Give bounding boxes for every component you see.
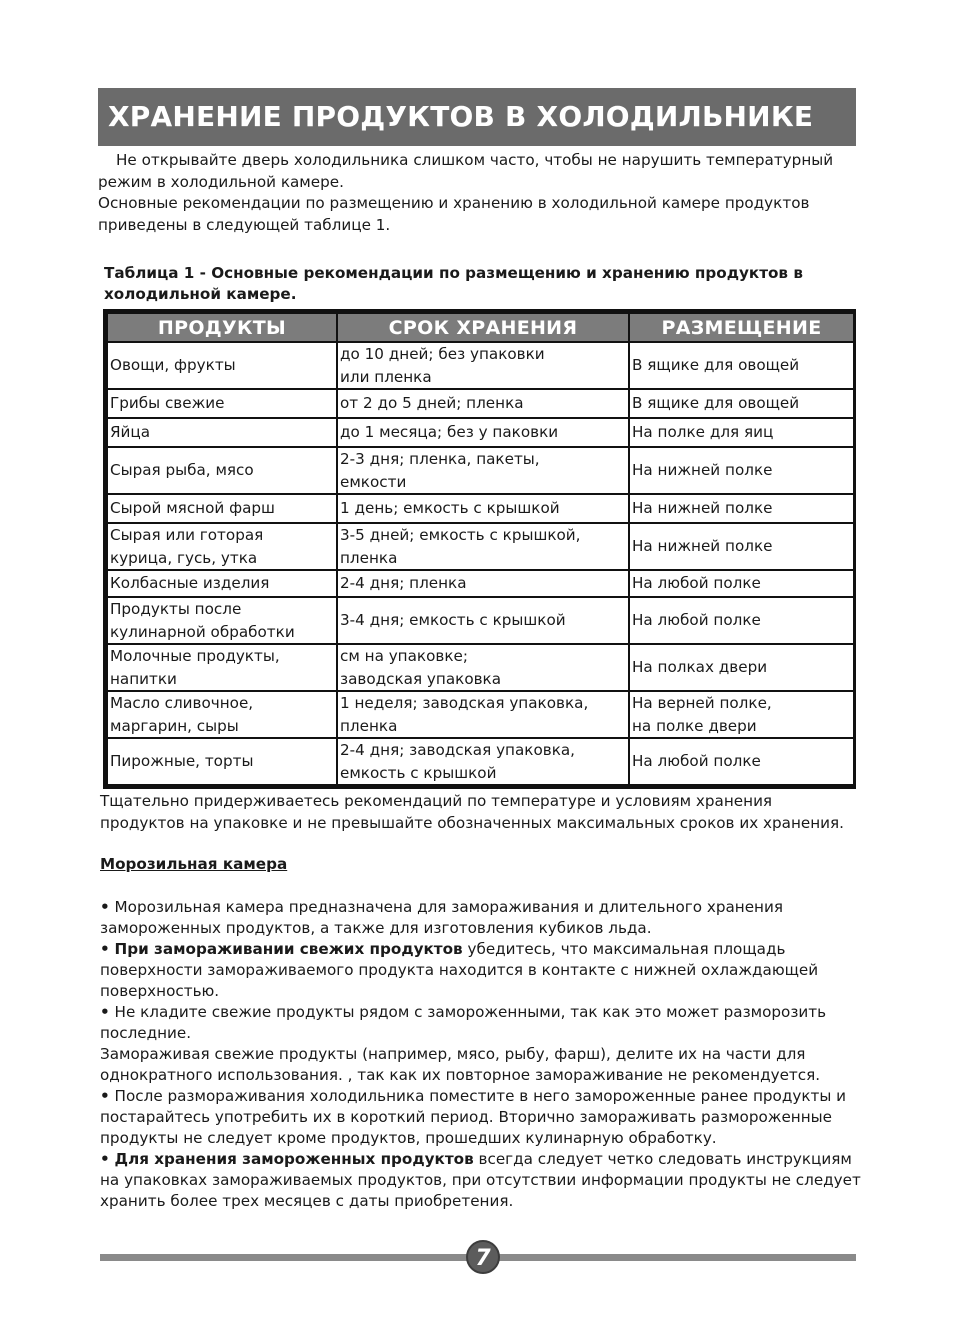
table-cell-product: Масло сливочное, маргарин, сыры: [107, 691, 337, 738]
table-cell-product: Колбасные изделия: [107, 570, 337, 597]
storage-table: [103, 309, 856, 789]
table-cell-storage-time: до 1 месяца; без у паковки: [337, 418, 629, 447]
freezer-item-text: После размораживания холодильника поместите в него замороженные ранее продукты и постарайтесь употребить их в короткий период. Вторично замораживать размороженные продукты не следует кроме продуктов, прошедших кулинарную обработку.: [100, 1087, 847, 1147]
freezer-item: [100, 1149, 864, 1212]
table-cell-product: Пирожные, торты: [107, 738, 337, 785]
table-cell-placement: В ящике для овощей: [629, 342, 854, 389]
table-cell-product: Сырая или готорая курица, гусь, утка: [107, 523, 337, 570]
page-title: ХРАНЕНИЕ ПРОДУКТОВ В ХОЛОДИЛЬНИКЕ: [98, 88, 856, 146]
table-caption: Таблица 1 - Основные рекомендации по размещению и хранению продуктов в холодильной камере.: [104, 264, 803, 303]
table-row: [107, 597, 854, 644]
freezer-item-bold: Для хранения замороженных продуктов: [114, 1150, 474, 1168]
table-cell-storage-time: 3-4 дня; емкость с крышкой: [337, 597, 629, 644]
table-cell-placement: На любой полке: [629, 570, 854, 597]
freezer-item-text: Не кладите свежие продукты рядом с замороженными, так как это может разморозить последние.: [100, 1003, 827, 1042]
table-cell-storage-time: от 2 до 5 дней; пленка: [337, 389, 629, 418]
page-number: 7: [466, 1240, 500, 1274]
table-cell-placement: На полке для яиц: [629, 418, 854, 447]
freezer-item-bold: При замораживании свежих продуктов: [114, 940, 463, 958]
freezer-heading: Морозильная камера: [100, 855, 288, 873]
column-header-storage-time: СРОК ХРАНЕНИЯ: [337, 313, 629, 342]
table-row: [107, 523, 854, 570]
table-cell-product: Сырой мясной фарш: [107, 494, 337, 523]
freezer-item-text: Морозильная камера предназначена для замораживания и длительного хранения замороженных продуктов, а также для изготовления кубиков льда.: [100, 898, 783, 937]
table-cell-storage-time: 2-3 дня; пленка, пакеты, емкости: [337, 447, 629, 494]
table-cell-product: Молочные продукты, напитки: [107, 644, 337, 691]
table-cell-product: Грибы свежие: [107, 389, 337, 418]
table-row: [107, 494, 854, 523]
table-cell-placement: В ящике для овощей: [629, 389, 854, 418]
table-cell-storage-time: 1 день; емкость с крышкой: [337, 494, 629, 523]
freezer-item: [100, 939, 864, 1002]
freezer-item: [100, 897, 864, 939]
freezer-section: [100, 897, 864, 1212]
table-row: [107, 342, 854, 389]
table-cell-storage-time: 3-5 дней; емкость с крышкой, пленка: [337, 523, 629, 570]
table-cell-placement: На любой полке: [629, 738, 854, 785]
table-header-row: [107, 313, 854, 342]
table-row: [107, 644, 854, 691]
table-cell-product: Сырая рыба, мясо: [107, 447, 337, 494]
table-cell-storage-time: см на упаковке; заводская упаковка: [337, 644, 629, 691]
table-row: [107, 418, 854, 447]
table-row: [107, 570, 854, 597]
freezer-item: [100, 1002, 864, 1044]
freezer-item: [100, 1086, 864, 1149]
intro-text: [98, 150, 858, 236]
table-row: [107, 447, 854, 494]
intro-paragraph-2: Основные рекомендации по размещению и хранению в холодильной камере продуктов приведены в следующей таблице 1.: [98, 194, 810, 234]
table-cell-placement: На нижней полке: [629, 494, 854, 523]
freezer-item-text: убедитесь, что максимальная площадь поверхности замораживаемого продукта находится в контакте с нижней охлаждающей поверхностью.: [100, 940, 819, 1000]
table-cell-placement: На нижней полке: [629, 523, 854, 570]
table-row: [107, 389, 854, 418]
table-cell-placement: На любой полке: [629, 597, 854, 644]
storage-advice-text: Тщательно придерживаетесь рекомендаций по температуре и условиям хранения продуктов на упаковке и не превышайте обозначенных максимальных сроков их хранения.: [100, 792, 844, 832]
bullet-icon: •: [100, 940, 110, 958]
table-cell-placement: На верней полке, на полке двери: [629, 691, 854, 738]
freezer-paragraph: Замораживая свежие продукты (например, мясо, рыбу, фарш), делите их на части для однократного использования. , так как их повторное замораживание не рекомендуется.: [100, 1045, 821, 1084]
table-cell-storage-time: 2-4 дня; пленка: [337, 570, 629, 597]
bullet-icon: •: [100, 1150, 110, 1168]
table-cell-product: Яйца: [107, 418, 337, 447]
table-cell-storage-time: 2-4 дня; заводская упаковка, емкость с крышкой: [337, 738, 629, 785]
freezer-item-text: всегда следует четко следовать инструкциям на упаковках замораживаемых продуктов, при отсутствии информации продукты не следует хранить более трех месяцев с даты приобретения.: [100, 1150, 861, 1210]
table-cell-storage-time: до 10 дней; без упаковки или пленка: [337, 342, 629, 389]
table-row: [107, 738, 854, 785]
column-header-products: ПРОДУКТЫ: [107, 313, 337, 342]
table-row: [107, 691, 854, 738]
bullet-icon: •: [100, 898, 110, 916]
table-cell-product: Овощи, фрукты: [107, 342, 337, 389]
table-cell-placement: На полках двери: [629, 644, 854, 691]
bullet-icon: •: [100, 1087, 110, 1105]
table-cell-storage-time: 1 неделя; заводская упаковка, пленка: [337, 691, 629, 738]
bullet-icon: •: [100, 1003, 110, 1021]
intro-paragraph-1: Не открывайте дверь холодильника слишком часто, чтобы не нарушить температурный режим в холодильной камере.: [98, 151, 834, 191]
column-header-placement: РАЗМЕЩЕНИЕ: [629, 313, 854, 342]
table-cell-product: Продукты после кулинарной обработки: [107, 597, 337, 644]
table-cell-placement: На нижней полке: [629, 447, 854, 494]
